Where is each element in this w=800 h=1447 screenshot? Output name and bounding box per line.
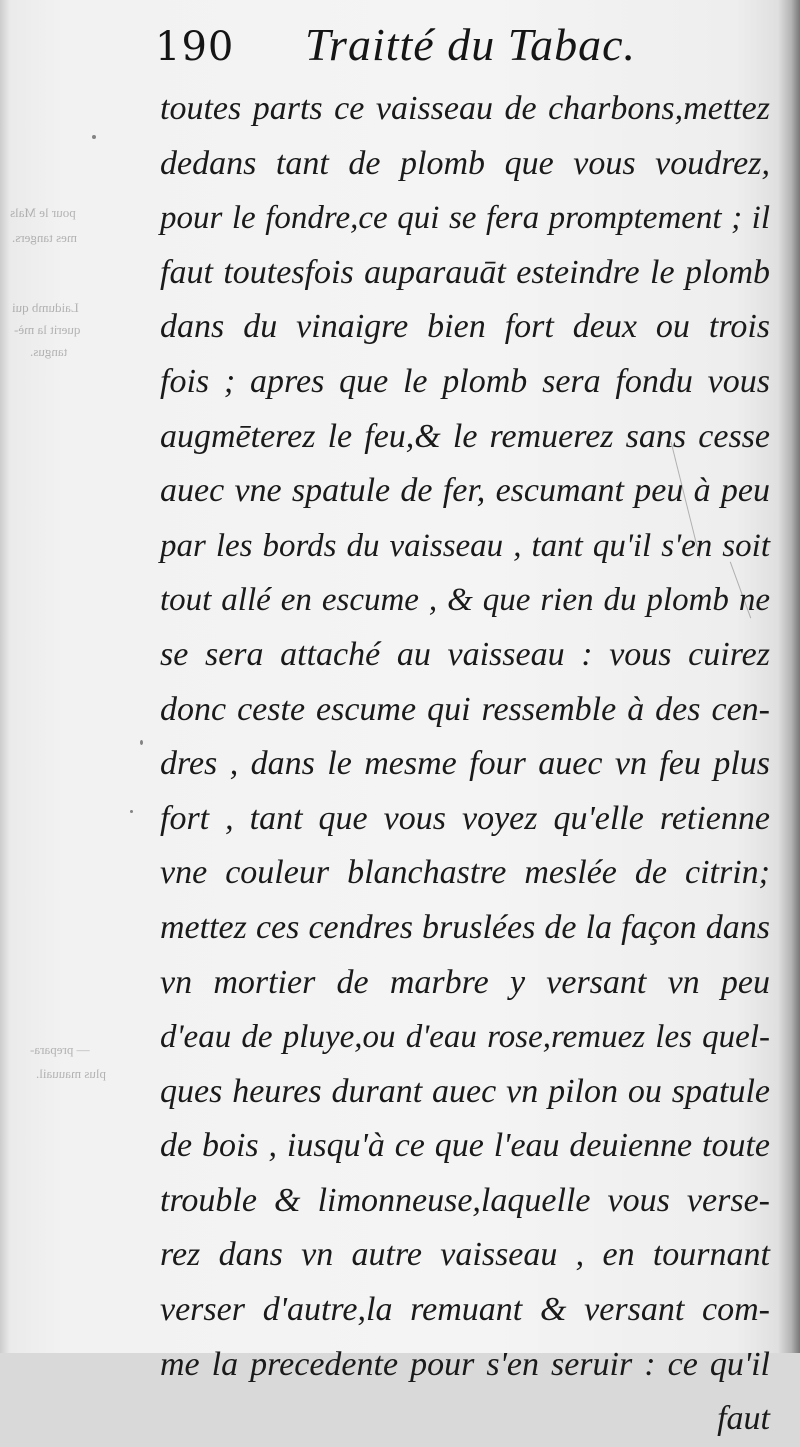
- page-gutter-shadow: [778, 0, 800, 1353]
- catchword: faut: [717, 1400, 770, 1438]
- text-line: fois ; apres que le plomb sera fondu vous: [160, 362, 770, 400]
- show-through-text: mes tangers.: [12, 230, 77, 245]
- page-left-edge-shadow: [0, 0, 10, 1353]
- text-line: augmēterez le feu,& le remuerez sans cesse: [160, 417, 770, 455]
- text-line: donc ceste escume qui ressemble à des cen-: [160, 690, 770, 728]
- text-line: dres , dans le mesme four auec vn feu plus: [160, 745, 770, 783]
- text-line: tout allé en escume , & que rien du plomb ne: [160, 582, 770, 619]
- text-line: dedans tant de plomb que vous voudrez,: [160, 144, 770, 182]
- text-line: d'eau de pluye,ou d'eau rose,remuez les quel-: [160, 1019, 770, 1056]
- text-line: fort , tant que vous voyez qu'elle retienne: [160, 799, 770, 837]
- show-through-text: querit la mè-: [14, 322, 81, 337]
- ink-speck: [92, 135, 96, 139]
- ink-speck: [140, 740, 143, 745]
- text-line: vne couleur blanchastre meslée de citrin;: [160, 854, 770, 892]
- show-through-text: — prepara-: [30, 1042, 90, 1057]
- text-line: toutes parts ce vaisseau de charbons,mettez: [160, 90, 770, 127]
- text-line: rez dans vn autre vaisseau , en tournant: [160, 1236, 770, 1274]
- text-line: vn mortier de marbre y versant vn peu: [160, 963, 770, 1001]
- text-line: ques heures durant auec vn pilon ou spatule: [160, 1072, 770, 1110]
- show-through-text: plus mauuail.: [36, 1066, 107, 1081]
- running-title: Traitté du Tabac.: [305, 19, 636, 70]
- text-line: par les bords du vaisseau , tant qu'il s'en soit: [160, 527, 770, 564]
- page-number: 190: [155, 24, 235, 70]
- text-line: faut toutesfois auparauāt esteindre le plomb: [160, 253, 770, 291]
- text-line: pour le fondre,ce qui se fera promptement ; il: [160, 200, 770, 237]
- text-line: dans du vinaigre bien fort deux ou trois: [160, 308, 770, 346]
- text-line: trouble & limonneuse,laquelle vous verse-: [160, 1181, 770, 1219]
- show-through-text: tangus.: [30, 344, 68, 359]
- text-line: auec vne spatule de fer, escumant peu à peu: [160, 472, 770, 510]
- show-through-text: pour le Mals: [10, 205, 76, 220]
- show-through-text: Laidumb qui: [12, 300, 79, 315]
- text-line: se sera attaché au vaisseau : vous cuirez: [160, 635, 770, 673]
- text-line: verser d'autre,la remuant & versant com-: [160, 1291, 770, 1329]
- ink-speck: [130, 810, 133, 813]
- body-text: [160, 82, 770, 1447]
- text-line: de bois , iusqu'à ce que l'eau deuienne toute: [160, 1127, 770, 1165]
- text-line: mettez ces cendres bruslées de la façon dans: [160, 908, 770, 946]
- running-head: [155, 16, 755, 76]
- text-line: me la precedente pour s'en seruir : ce qu'il: [160, 1345, 770, 1383]
